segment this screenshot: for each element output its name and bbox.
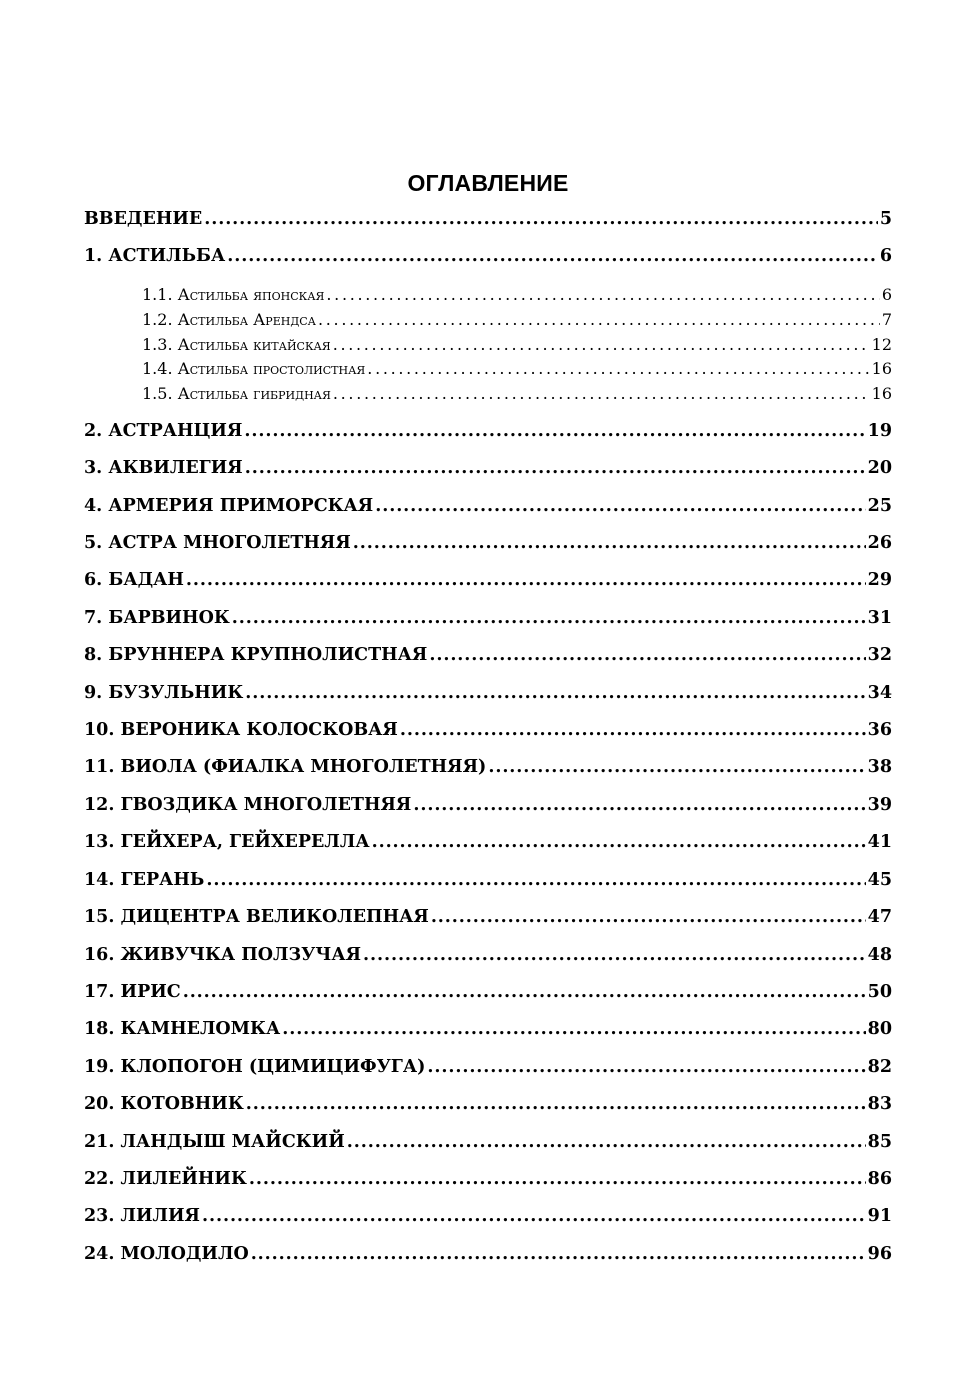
toc-entry-page: 36 xyxy=(867,720,892,740)
toc-leader-dots xyxy=(372,832,866,852)
toc-entry-label: 7. БАРВИНОК xyxy=(84,608,230,628)
toc-entry[interactable] xyxy=(84,533,892,559)
toc-subentry-page: 7 xyxy=(881,310,892,329)
toc-leader-dots xyxy=(282,1019,865,1039)
toc-leader-dots xyxy=(375,496,865,516)
toc-entry-page: 5 xyxy=(879,209,892,229)
toc-entry-label: 3. АКВИЛЕГИЯ xyxy=(84,458,243,478)
toc-entry-label: 12. ГВОЗДИКА МНОГОЛЕТНЯЯ xyxy=(84,795,412,815)
toc-entry-label: 18. КАМНЕЛОМКА xyxy=(84,1019,281,1039)
toc-leader-dots xyxy=(431,907,866,927)
toc-entry-page: 29 xyxy=(867,570,892,590)
toc-leader-dots xyxy=(251,1244,866,1264)
toc-entry-page: 80 xyxy=(867,1019,892,1039)
toc-leader-dots xyxy=(413,795,865,815)
toc-entry[interactable] xyxy=(84,1169,892,1195)
toc-subentry-label: 1.4. Астильба простолистная xyxy=(142,359,366,378)
toc-subentry-label: 1.5. Астильба гибридная xyxy=(142,384,331,403)
toc-leader-dots xyxy=(333,384,870,403)
toc-entry[interactable] xyxy=(84,1206,892,1232)
toc-leader-dots xyxy=(245,683,865,703)
toc-entry-page: 48 xyxy=(867,945,892,965)
toc-entry-page: 20 xyxy=(867,458,892,478)
toc-entry[interactable] xyxy=(84,982,892,1008)
toc-entry[interactable] xyxy=(84,421,892,447)
toc-entry[interactable] xyxy=(84,1019,892,1045)
toc-entry-page: 45 xyxy=(867,870,892,890)
toc-entry-page: 47 xyxy=(867,907,892,927)
toc-entry-label: 14. ГЕРАНЬ xyxy=(84,870,205,890)
toc-entry-label: 4. АРМЕРИЯ ПРИМОРСКАЯ xyxy=(84,496,374,516)
toc-leader-dots xyxy=(427,1057,865,1077)
toc-subentry[interactable] xyxy=(142,310,892,334)
toc-leader-dots xyxy=(318,310,880,329)
toc-entry-page: 25 xyxy=(867,496,892,516)
toc-entry-page: 50 xyxy=(867,982,892,1002)
toc-entry[interactable] xyxy=(84,870,892,896)
toc-entry-label: 2. АСТРАНЦИЯ xyxy=(84,421,243,441)
toc-leader-dots xyxy=(400,720,866,740)
toc-subentry[interactable] xyxy=(142,384,892,408)
toc-entry-label: 6. БАДАН xyxy=(84,570,184,590)
toc-leader-dots xyxy=(347,1132,866,1152)
toc-entry-label: 5. АСТРА МНОГОЛЕТНЯЯ xyxy=(84,533,351,553)
toc-leader-dots xyxy=(183,982,866,1002)
toc-leader-dots xyxy=(333,335,870,354)
toc-entry-page: 91 xyxy=(867,1206,892,1226)
toc-entry-label: 10. ВЕРОНИКА КОЛОСКОВАЯ xyxy=(84,720,398,740)
toc-entry-page: 6 xyxy=(879,246,892,266)
toc-entry-label: 11. ВИОЛА (ФИАЛКА МНОГОЛЕТНЯЯ) xyxy=(84,757,487,777)
toc-entry-label: 24. МОЛОДИЛО xyxy=(84,1244,249,1264)
toc-leader-dots xyxy=(363,945,866,965)
toc-leader-dots xyxy=(206,870,865,890)
toc-entry-label: 8. БРУННЕРА КРУПНОЛИСТНАЯ xyxy=(84,645,428,665)
toc-entry-label: 23. ЛИЛИЯ xyxy=(84,1206,200,1226)
toc-entry-label: 19. КЛОПОГОН (ЦИМИЦИФУГА) xyxy=(84,1057,426,1077)
toc-entry-page: 39 xyxy=(867,795,892,815)
toc-entry-intro[interactable] xyxy=(84,209,892,235)
toc-entry-page: 31 xyxy=(867,608,892,628)
toc-leader-dots xyxy=(249,1169,866,1189)
toc-subentry-page: 6 xyxy=(881,285,892,304)
toc-entry-page: 19 xyxy=(867,421,892,441)
toc-entry[interactable] xyxy=(84,570,892,596)
toc-subentry-page: 16 xyxy=(871,359,892,378)
toc-entry-page: 82 xyxy=(867,1057,892,1077)
toc-entry[interactable] xyxy=(84,795,892,821)
toc-leader-dots xyxy=(246,1094,866,1114)
toc-entry[interactable] xyxy=(84,720,892,746)
toc-entry[interactable] xyxy=(84,1094,892,1120)
toc-leader-dots xyxy=(488,757,865,777)
toc-entry[interactable] xyxy=(84,1057,892,1083)
toc-entry-label: 9. БУЗУЛЬНИК xyxy=(84,683,244,703)
toc-leader-dots xyxy=(326,285,879,304)
toc-entry-astilbe[interactable] xyxy=(84,246,892,272)
toc-entry[interactable] xyxy=(84,496,892,522)
toc-leader-dots xyxy=(353,533,866,553)
toc-leader-dots xyxy=(245,458,866,478)
toc-entry[interactable] xyxy=(84,945,892,971)
toc-entry[interactable] xyxy=(84,757,892,783)
toc-entry-page: 85 xyxy=(867,1132,892,1152)
toc-entry-label: 16. ЖИВУЧКА ПОЛЗУЧАЯ xyxy=(84,945,362,965)
toc-entry-label: 13. ГЕЙХЕРА, ГЕЙХЕРЕЛЛА xyxy=(84,832,370,852)
toc-entry[interactable] xyxy=(84,683,892,709)
toc-subentry-label: 1.2. Астильба Арендса xyxy=(142,310,317,329)
toc-entry-label: 17. ИРИС xyxy=(84,982,181,1002)
toc-leader-dots xyxy=(367,359,869,378)
toc-subentry[interactable] xyxy=(142,335,892,359)
toc-entry-page: 83 xyxy=(867,1094,892,1114)
toc-entry[interactable] xyxy=(84,1244,892,1270)
toc-leader-dots xyxy=(202,1206,866,1226)
toc-subentry-label: 1.1. Астильба японская xyxy=(142,285,325,304)
toc-entry[interactable] xyxy=(84,907,892,933)
toc-entry-label: ВВЕДЕНИЕ xyxy=(84,209,203,229)
toc-leader-dots xyxy=(232,608,866,628)
toc-entry-page: 41 xyxy=(867,832,892,852)
toc-leader-dots xyxy=(204,209,878,229)
toc-entry-page: 34 xyxy=(867,683,892,703)
toc-entry-label: 21. ЛАНДЫШ МАЙСКИЙ xyxy=(84,1132,345,1152)
toc-subentry[interactable] xyxy=(142,285,892,309)
toc-leader-dots xyxy=(244,421,865,441)
toc-subentry[interactable] xyxy=(142,359,892,383)
toc-subentry-page: 16 xyxy=(871,384,892,403)
toc-entry-label: 22. ЛИЛЕЙНИК xyxy=(84,1169,247,1189)
toc-leader-dots xyxy=(186,570,866,590)
toc-entry-label: 15. ДИЦЕНТРА ВЕЛИКОЛЕПНАЯ xyxy=(84,907,429,927)
toc-leader-dots xyxy=(227,246,878,266)
toc-entry-page: 86 xyxy=(867,1169,892,1189)
page-title: ОГЛАВЛЕНИЕ xyxy=(407,170,569,196)
toc-entry-page: 32 xyxy=(867,645,892,665)
toc-entry-label: 20. КОТОВНИК xyxy=(84,1094,244,1114)
toc-subentry-label: 1.3. Астильба китайская xyxy=(142,335,331,354)
toc-entry-page: 96 xyxy=(867,1244,892,1264)
toc-subentry-page: 12 xyxy=(871,335,892,354)
toc-entry[interactable] xyxy=(84,458,892,484)
toc-entry[interactable] xyxy=(84,832,892,858)
toc-entry-page: 38 xyxy=(867,757,892,777)
toc-entry-page: 26 xyxy=(867,533,892,553)
toc-entry-label: 1. АСТИЛЬБА xyxy=(84,246,226,266)
toc-leader-dots xyxy=(429,645,865,665)
toc-entry[interactable] xyxy=(84,1132,892,1158)
toc-entry[interactable] xyxy=(84,608,892,634)
toc-entry[interactable] xyxy=(84,645,892,671)
